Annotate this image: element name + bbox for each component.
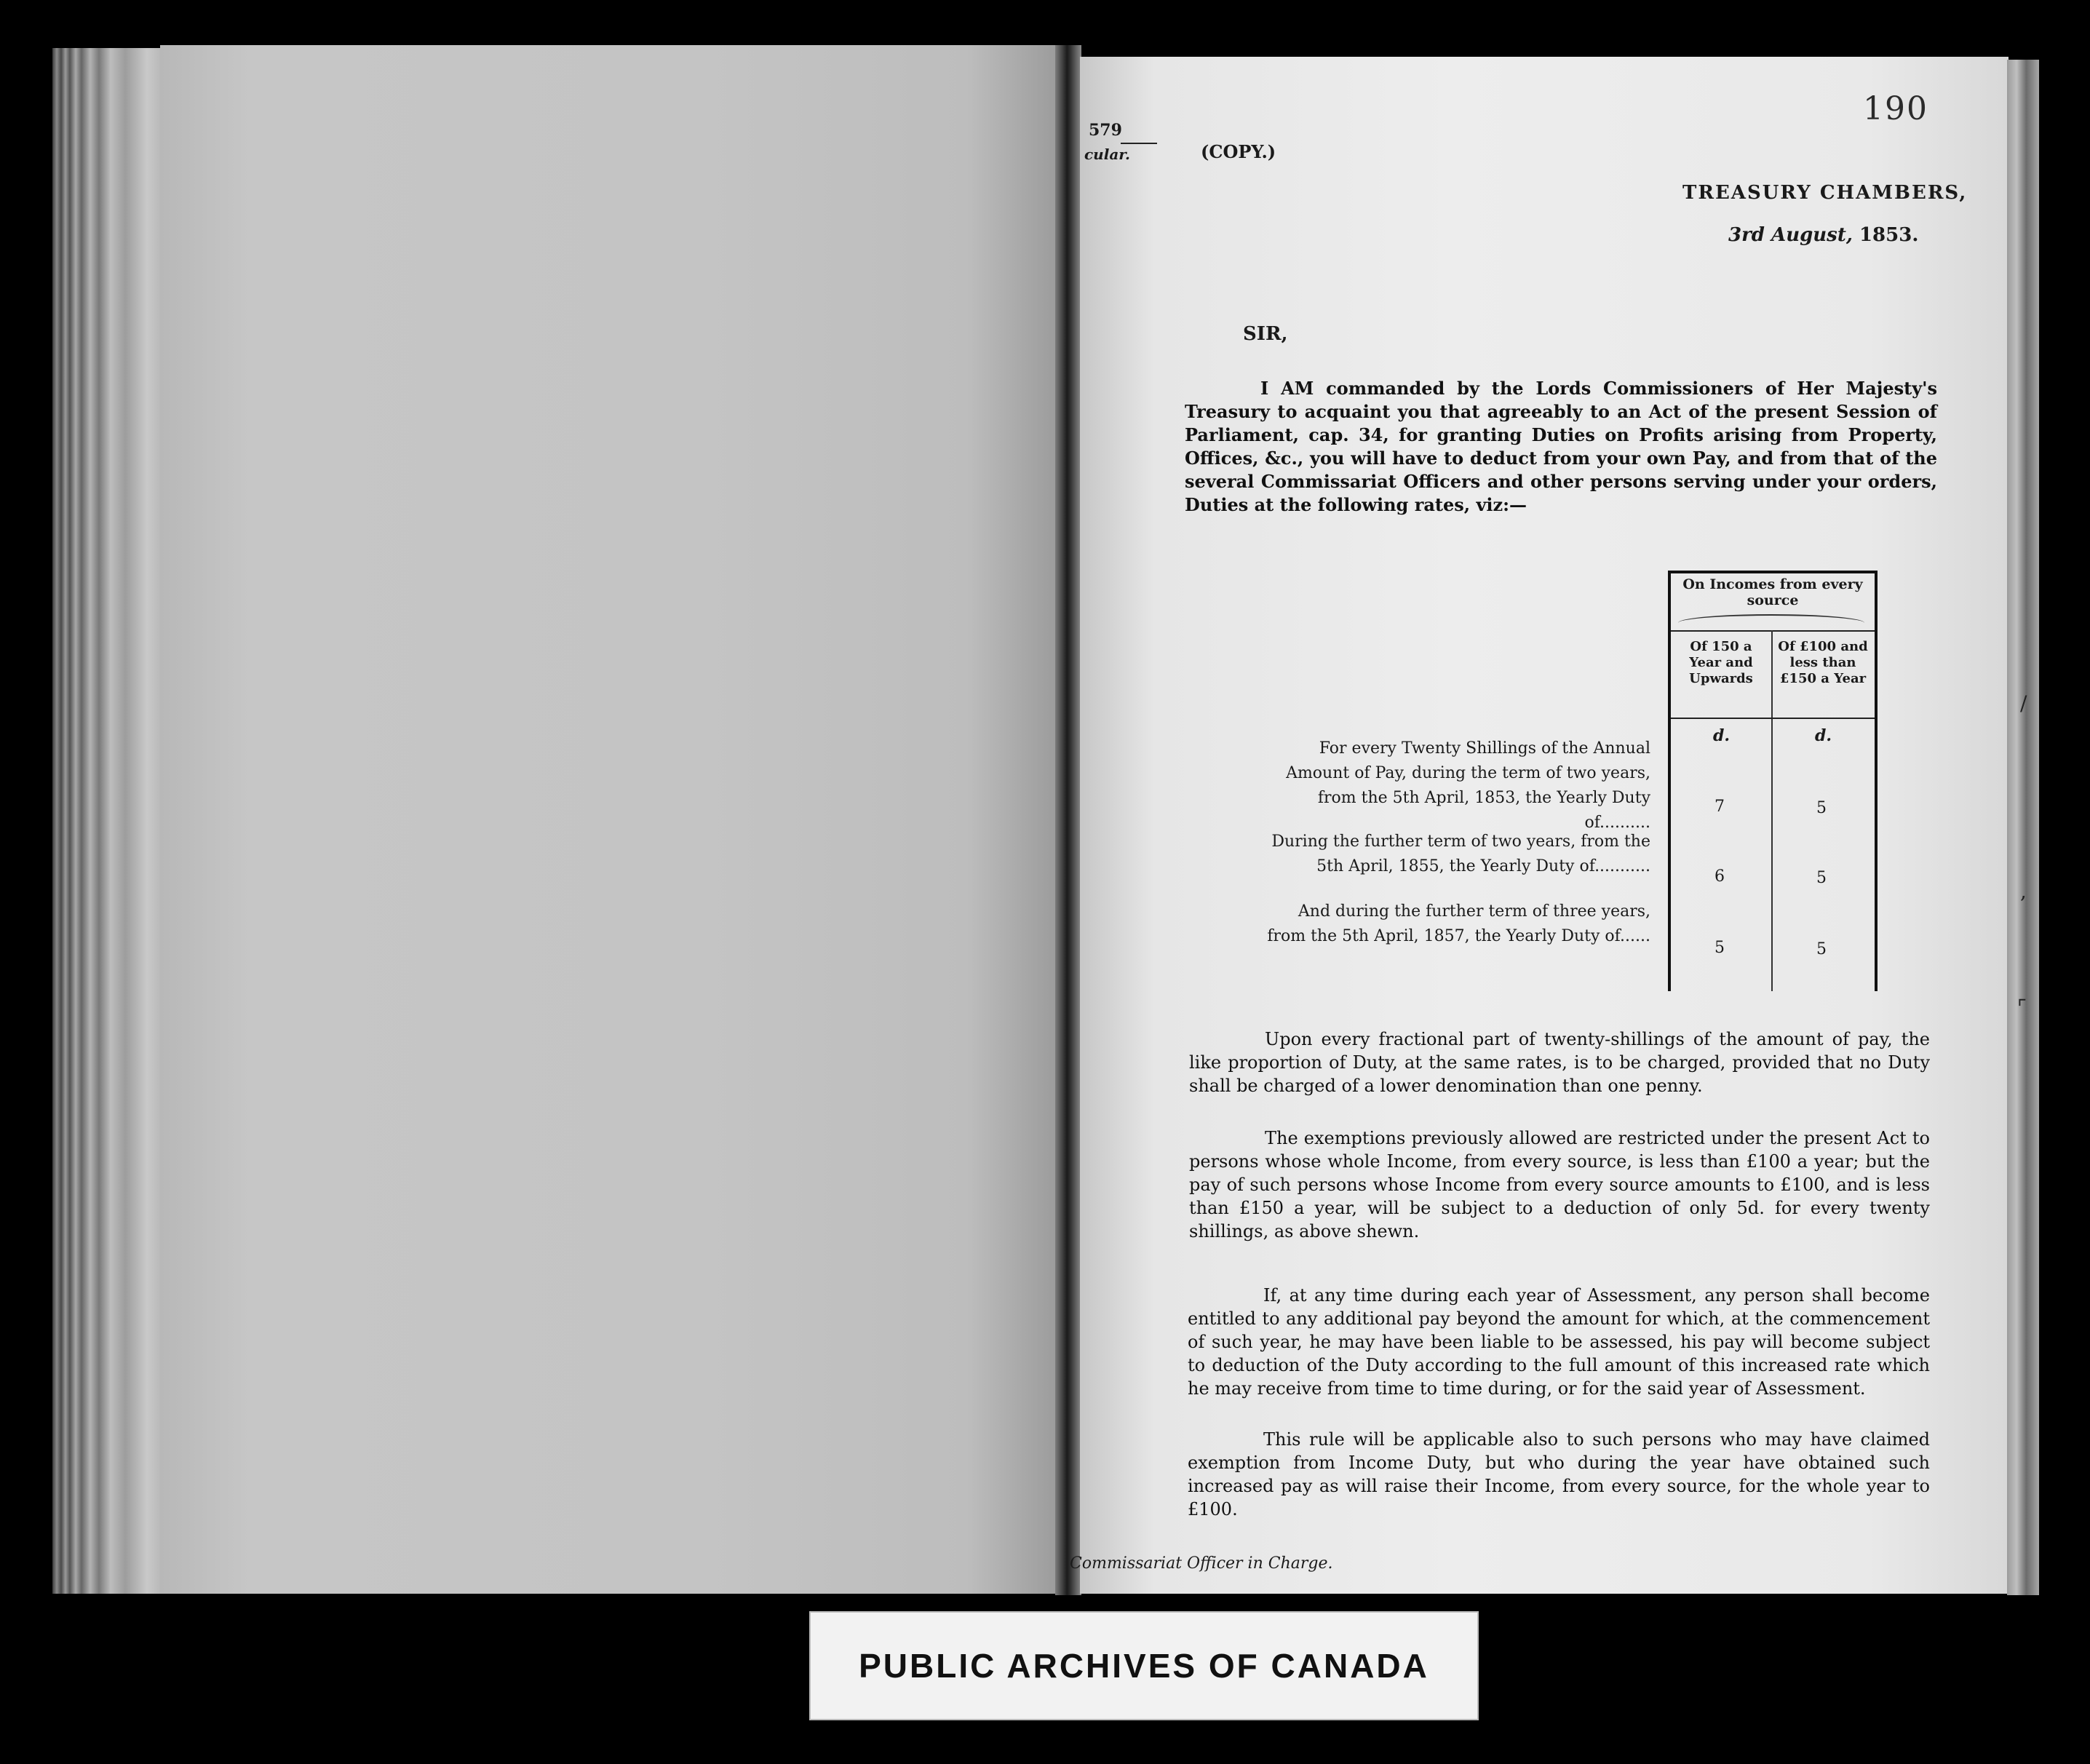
- row-label-2: During the further term of two years, from the 5th April, 1855, the Yearly Duty of...........: [1271, 833, 1650, 875]
- table-row-label: [1266, 899, 1650, 949]
- table-cell-r2c2: 5: [1816, 869, 1827, 887]
- date-year: 1853.: [1859, 224, 1919, 246]
- margin-rule: [1121, 143, 1157, 144]
- office-heading: TREASURY CHAMBERS,: [1682, 182, 1968, 204]
- date-day: 3rd August,: [1728, 224, 1853, 246]
- salutation: SIR,: [1243, 323, 1288, 345]
- paragraph-fractional: Upon every fractional part of twenty-shillings of the amount of pay, the like proportion of Duty, at the same rates, is to be charged, provided that no Duty shall be charged of a lower denomination than one penny.: [1189, 1029, 1930, 1096]
- margin-fragment-top: 579: [1089, 121, 1122, 140]
- table-cell-r3c1: 5: [1714, 939, 1725, 957]
- table-row-label: [1266, 830, 1650, 879]
- paragraph-rule-applicable: This rule will be applicable also to such persons who may have claimed exemption from Income Duty, but who during the year have obtained such increased pay as will raise their Income, from every source, for the whole year to £100.: [1188, 1429, 1930, 1519]
- margin-mark: /: [2020, 691, 2027, 715]
- archive-banner-text: PUBLIC ARCHIVES OF CANADA: [859, 1647, 1429, 1685]
- book-gutter: [1055, 45, 1081, 1595]
- page-edges: [52, 48, 162, 1594]
- left-page-blank: [160, 45, 1057, 1594]
- table-unit-col2: d.: [1815, 726, 1832, 745]
- copy-label: (COPY.): [1201, 141, 1276, 162]
- table-cell-r1c1: 7: [1714, 798, 1725, 816]
- table-col1-header: Of 150 a Year and Upwards: [1689, 639, 1753, 686]
- page-number: 190: [1863, 90, 1928, 127]
- table-row-label: [1266, 736, 1650, 835]
- intro-paragraph: I AM commanded by the Lords Commissioners of Her Majesty's Treasury to acquaint you that agreeably to an Act of the present Session of Parliament, cap. 34, for granting Duties on Profits arising from Property, Offices, &c., you will have to deduct from your own Pay, and from that of the several Commissariat Officers and other persons serving under your orders, Duties at the following rates, viz:—: [1185, 378, 1937, 515]
- letter-date: [1728, 224, 1918, 246]
- table-cell-r3c2: 5: [1816, 940, 1827, 958]
- margin-fragment-bottom: cular.: [1084, 146, 1130, 163]
- right-page-edge: [2007, 60, 2039, 1595]
- signature-line: Commissariat Officer in Charge.: [1070, 1554, 1333, 1573]
- table-unit-col1: d.: [1713, 726, 1731, 745]
- margin-mark: ,: [2020, 879, 2027, 903]
- row-label-1: For every Twenty Shillings of the Annual Amount of Pay, during the term of two years, from the 5th April, 1853, the Yearly Duty of..........: [1286, 739, 1650, 832]
- archive-banner: [809, 1611, 1479, 1720]
- paragraph-exemptions: The exemptions previously allowed are restricted under the present Act to persons whose whole Income, from every source, is less than £100 a year; but the pay of such persons whose Income from every source amounts to £100, and is less than £150 a year, will be subject to a deduction of only 5d. for every twenty shillings, as above shewn.: [1189, 1128, 1930, 1241]
- table-cell-r1c2: 5: [1816, 799, 1827, 817]
- table-rule-top: [1671, 630, 1875, 632]
- table-rule-header: [1671, 718, 1875, 719]
- header-brace: [1678, 614, 1864, 632]
- duty-table: [1668, 571, 1878, 991]
- table-cell-r2c1: 6: [1714, 867, 1725, 886]
- table-group-header: On Incomes from every source: [1682, 576, 1863, 608]
- paragraph-additional-pay: If, at any time during each year of Assessment, any person shall become entitled to any additional pay beyond the amount for which, at the commencement of such year, he may have been liable to be assessed, his pay will become subject to deduction of the Duty according to the full amount of this increased rate which he may receive from time to time during, or for the said year of Assessment.: [1188, 1285, 1930, 1399]
- margin-mark: ⌜: [2017, 996, 2027, 1020]
- table-column-divider: [1771, 630, 1773, 991]
- table-col2-header: Of £100 and less than £150 a Year: [1778, 639, 1868, 686]
- row-label-3: And during the further term of three years, from the 5th April, 1857, the Yearly Duty of......: [1267, 902, 1650, 945]
